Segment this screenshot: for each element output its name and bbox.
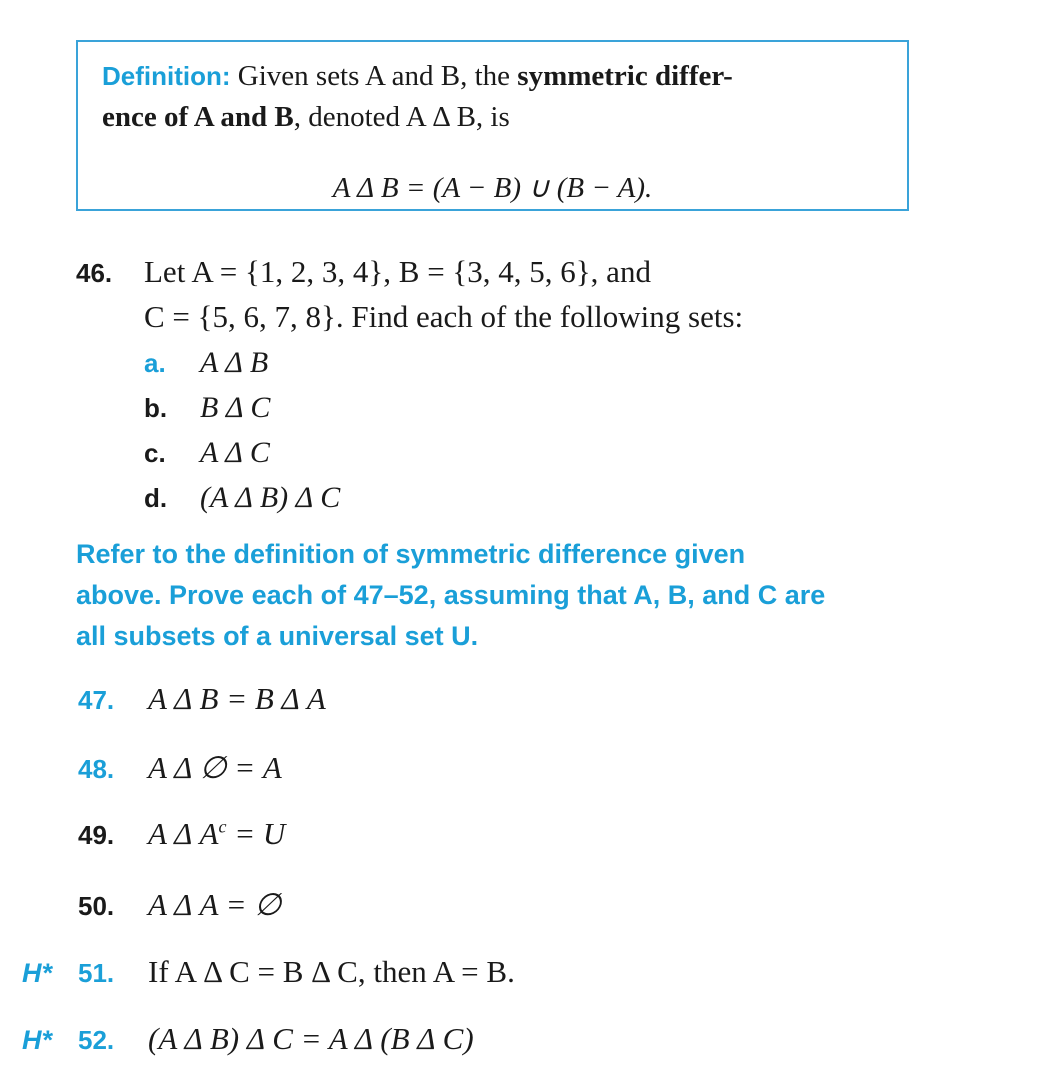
definition-line1-text: Given sets A and B, the [237, 60, 518, 92]
part-d-expr: (A Δ B) Δ C [200, 481, 341, 514]
instructions-line-3: all subsets of a universal set U. [76, 621, 479, 651]
problem-50 [78, 886, 281, 925]
problem-46-part-c [144, 434, 270, 472]
problem-46-part-b [144, 389, 270, 427]
problem-52 [22, 1020, 474, 1059]
problem-46-number: 46. [76, 258, 113, 288]
definition-term-part1: symmetric differ- [517, 60, 733, 92]
problem-47-expr: A Δ B = B Δ A [148, 681, 326, 716]
problem-51 [22, 953, 515, 992]
problem-48 [78, 749, 282, 788]
problem-49 [78, 815, 285, 854]
problem-50-expr: A Δ A = ∅ [148, 887, 282, 922]
problem-46-line-2: C = {5, 6, 7, 8}. Find each of the following sets: [144, 299, 744, 334]
part-b-expr: B Δ C [200, 391, 271, 424]
problem-47-number: 47. [78, 685, 115, 715]
definition-formula: A Δ B = (A − B) ∪ (B − A). [332, 172, 653, 204]
problem-52-number: 52. [78, 1025, 115, 1055]
definition-box [76, 40, 909, 211]
part-a-expr: A Δ B [200, 346, 269, 379]
problem-48-expr: A Δ ∅ = A [148, 750, 282, 785]
problem-48-number: 48. [78, 754, 115, 784]
part-d-label: d. [144, 483, 168, 513]
part-a-label: a. [144, 348, 166, 378]
complement-superscript: c [218, 816, 227, 837]
part-c-expr: A Δ C [200, 436, 270, 469]
problem-50-number: 50. [78, 891, 115, 921]
problem-46-part-d [144, 479, 340, 517]
problem-49-expr: A Δ A [148, 816, 219, 851]
part-c-label: c. [144, 438, 166, 468]
problem-52-hint-marker: H* [22, 1025, 53, 1055]
part-b-label: b. [144, 393, 168, 423]
problem-52-expr: (A Δ B) Δ C = A Δ (B Δ C) [148, 1021, 474, 1056]
definition-label: Definition: [102, 61, 231, 91]
definition-term-part2: ence of A and B [102, 101, 294, 133]
definition-line-1 [102, 58, 733, 94]
problem-51-number: 51. [78, 958, 115, 988]
problem-49-expr-tail: = U [226, 816, 286, 851]
problem-46-statement-1: Let A = {1, 2, 3, 4}, B = {3, 4, 5, 6}, and [144, 254, 651, 289]
problem-51-hint-marker: H* [22, 958, 53, 988]
problem-51-expr: If A Δ C = B Δ C, then A = B. [148, 954, 515, 989]
problem-46-part-a [144, 344, 268, 382]
problem-47 [78, 680, 326, 719]
problem-46-line-1 [76, 253, 651, 292]
instructions-line-2: above. Prove each of 47–52, assuming that A, B, and C are [76, 580, 826, 610]
instructions-line-1: Refer to the definition of symmetric difference given [76, 539, 746, 569]
definition-line-2 [102, 99, 510, 135]
instructions [76, 534, 916, 657]
problem-49-number: 49. [78, 820, 115, 850]
definition-line2-text: , denoted A Δ B, is [293, 101, 510, 133]
